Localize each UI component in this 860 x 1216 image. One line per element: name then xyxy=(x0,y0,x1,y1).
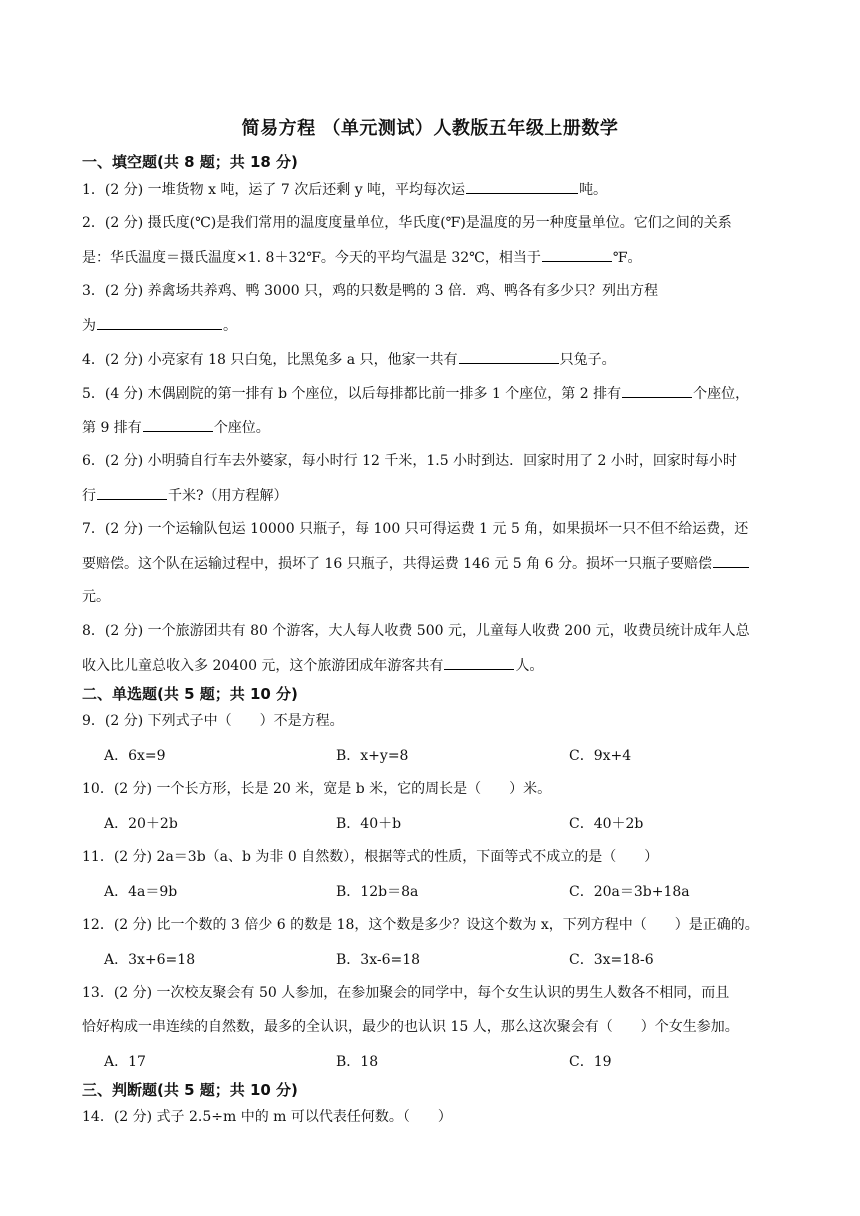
question-5-line-1 xyxy=(82,383,812,404)
page-title: 简易方程 （单元测试）人教版五年级上册数学 xyxy=(241,118,619,139)
question-7-line-2 xyxy=(82,553,812,574)
question-1 xyxy=(82,179,812,200)
question-text: 。 xyxy=(223,318,237,334)
question-12-stem: 12．(2 分) 比一个数的 3 倍少 6 的数是 18，这个数是多少？设这个数为 x，下列方程中（ ）是正确的。 xyxy=(82,917,759,933)
question-text: 为 xyxy=(82,318,96,334)
question-8-line-2 xyxy=(82,655,812,676)
question-8-line-1: 8．(2 分) 一个旅游团共有 80 个游客，大人每人收费 500 元，儿童每人收费 200 元，收费员统计成年人总 xyxy=(82,623,750,639)
question-text: 千米?（用方程解） xyxy=(168,488,288,504)
option-b[interactable]: B．x+y=8 xyxy=(336,748,409,764)
question-2-line-2 xyxy=(82,247,812,268)
option-b[interactable]: B．12b＝8a xyxy=(336,884,419,900)
question-text: 1．(2 分) 一堆货物 x 吨，运了 7 次后还剩 y 吨，平均每次运 xyxy=(82,182,466,198)
option-c[interactable]: C．40＋2b xyxy=(569,816,644,832)
option-a[interactable]: A．3x+6=18 xyxy=(104,952,196,968)
question-text: 4．(2 分) 小亮家有 18 只白兔，比黑兔多 a 只，他家一共有 xyxy=(82,352,458,368)
question-3-line-1: 3．(2 分) 养禽场共养鸡、鸭 3000 只，鸡的只数是鸭的 3 倍．鸡、鸭各有多少只？列出方程 xyxy=(82,283,658,299)
option-c[interactable]: C．19 xyxy=(569,1054,612,1070)
question-text: 第 9 排有 xyxy=(82,420,142,436)
question-text: 只兔子。 xyxy=(559,352,616,368)
option-a[interactable]: A．4a＝9b xyxy=(104,884,178,900)
option-b[interactable]: B．18 xyxy=(336,1054,379,1070)
question-text: 个座位。 xyxy=(213,420,270,436)
question-text: 人。 xyxy=(515,658,544,674)
option-a[interactable]: A．17 xyxy=(104,1054,146,1070)
question-text: 要赔偿。这个队在运输过程中，损坏了 16 只瓶子，共得运费 146 元 5 角 6 分。损坏一只瓶子要赔偿 xyxy=(82,556,712,572)
question-6-line-2 xyxy=(82,485,812,506)
question-text: 吨。 xyxy=(579,182,608,198)
answer-blank[interactable] xyxy=(622,383,692,398)
option-b[interactable]: B．40＋b xyxy=(336,816,402,832)
question-6-line-1: 6．(2 分) 小明骑自行车去外婆家，每小时行 12 千米，1.5 小时到达．回家时用了 2 小时，回家时每小时 xyxy=(82,453,737,469)
question-13-line-1: 13．(2 分) 一次校友聚会有 50 人参加，在参加聚会的同学中，每个女生认识的男生人数各不相同，而且 xyxy=(82,985,730,1001)
question-text: 5．(4 分) 木偶剧院的第一排有 b 个座位，以后每排都比前一排多 1 个座位，第 2 排有 xyxy=(82,386,622,402)
question-3-line-2 xyxy=(82,315,812,336)
option-a[interactable]: A．6x=9 xyxy=(104,748,166,764)
question-text: 收入比儿童总收入多 20400 元，这个旅游团成年游客共有 xyxy=(82,658,444,674)
answer-blank[interactable] xyxy=(143,417,213,432)
question-13-line-2: 恰好构成一串连续的自然数，最多的全认识，最少的也认识 15 人，那么这次聚会有（ ）个女生参加。 xyxy=(82,1019,739,1035)
answer-blank[interactable] xyxy=(713,553,749,568)
option-b[interactable]: B．3x-6=18 xyxy=(336,952,421,968)
question-text: 个座位， xyxy=(693,386,750,402)
section-heading-fill-blank: 一、填空题(共 8 题；共 18 分) xyxy=(82,153,298,171)
option-c[interactable]: C．20a＝3b+18a xyxy=(569,884,690,900)
answer-blank[interactable] xyxy=(459,349,559,364)
question-7-line-1: 7．(2 分) 一个运输队包运 10000 只瓶子，每 100 只可得运费 1 元 5 角，如果损坏一只不但不给运费，还 xyxy=(82,521,749,537)
question-5-line-2 xyxy=(82,417,812,438)
question-10-stem: 10．(2 分) 一个长方形，长是 20 米，宽是 b 米，它的周长是（ ）米。 xyxy=(82,781,552,797)
question-7-line-3: 元。 xyxy=(82,589,110,605)
question-14-stem: 14．(2 分) 式子 2.5÷m 中的 m 可以代表任何数。（ ） xyxy=(82,1109,452,1125)
question-2-line-1: 2．(2 分) 摄氏度(℃)是我们常用的温度度量单位，华氏度(℉)是温度的另一种度量单位。它们之间的关系 xyxy=(82,215,732,231)
option-a[interactable]: A．20＋2b xyxy=(104,816,178,832)
option-c[interactable]: C．3x=18-6 xyxy=(569,952,654,968)
answer-blank[interactable] xyxy=(444,655,514,670)
question-text: 行 xyxy=(82,488,96,504)
answer-blank[interactable] xyxy=(542,247,612,262)
question-text: 是：华氏温度＝摄氏温度×1. 8＋32℉。今天的平均气温是 32℃，相当于 xyxy=(82,250,541,266)
answer-blank[interactable] xyxy=(97,315,222,330)
question-9-stem: 9．(2 分) 下列式子中（ ）不是方程。 xyxy=(82,713,344,729)
question-11-stem: 11．(2 分) 2a＝3b（a、b 为非 0 自然数），根据等式的性质，下面等式不成立的是（ ） xyxy=(82,849,659,865)
section-heading-true-false: 三、判断题(共 5 题；共 10 分) xyxy=(82,1081,298,1099)
option-c[interactable]: C．9x+4 xyxy=(569,748,632,764)
question-4 xyxy=(82,349,812,370)
answer-blank[interactable] xyxy=(466,179,578,194)
section-heading-single-choice: 二、单选题(共 5 题；共 10 分) xyxy=(82,685,298,703)
question-text: ℉。 xyxy=(612,250,642,266)
answer-blank[interactable] xyxy=(97,485,167,500)
